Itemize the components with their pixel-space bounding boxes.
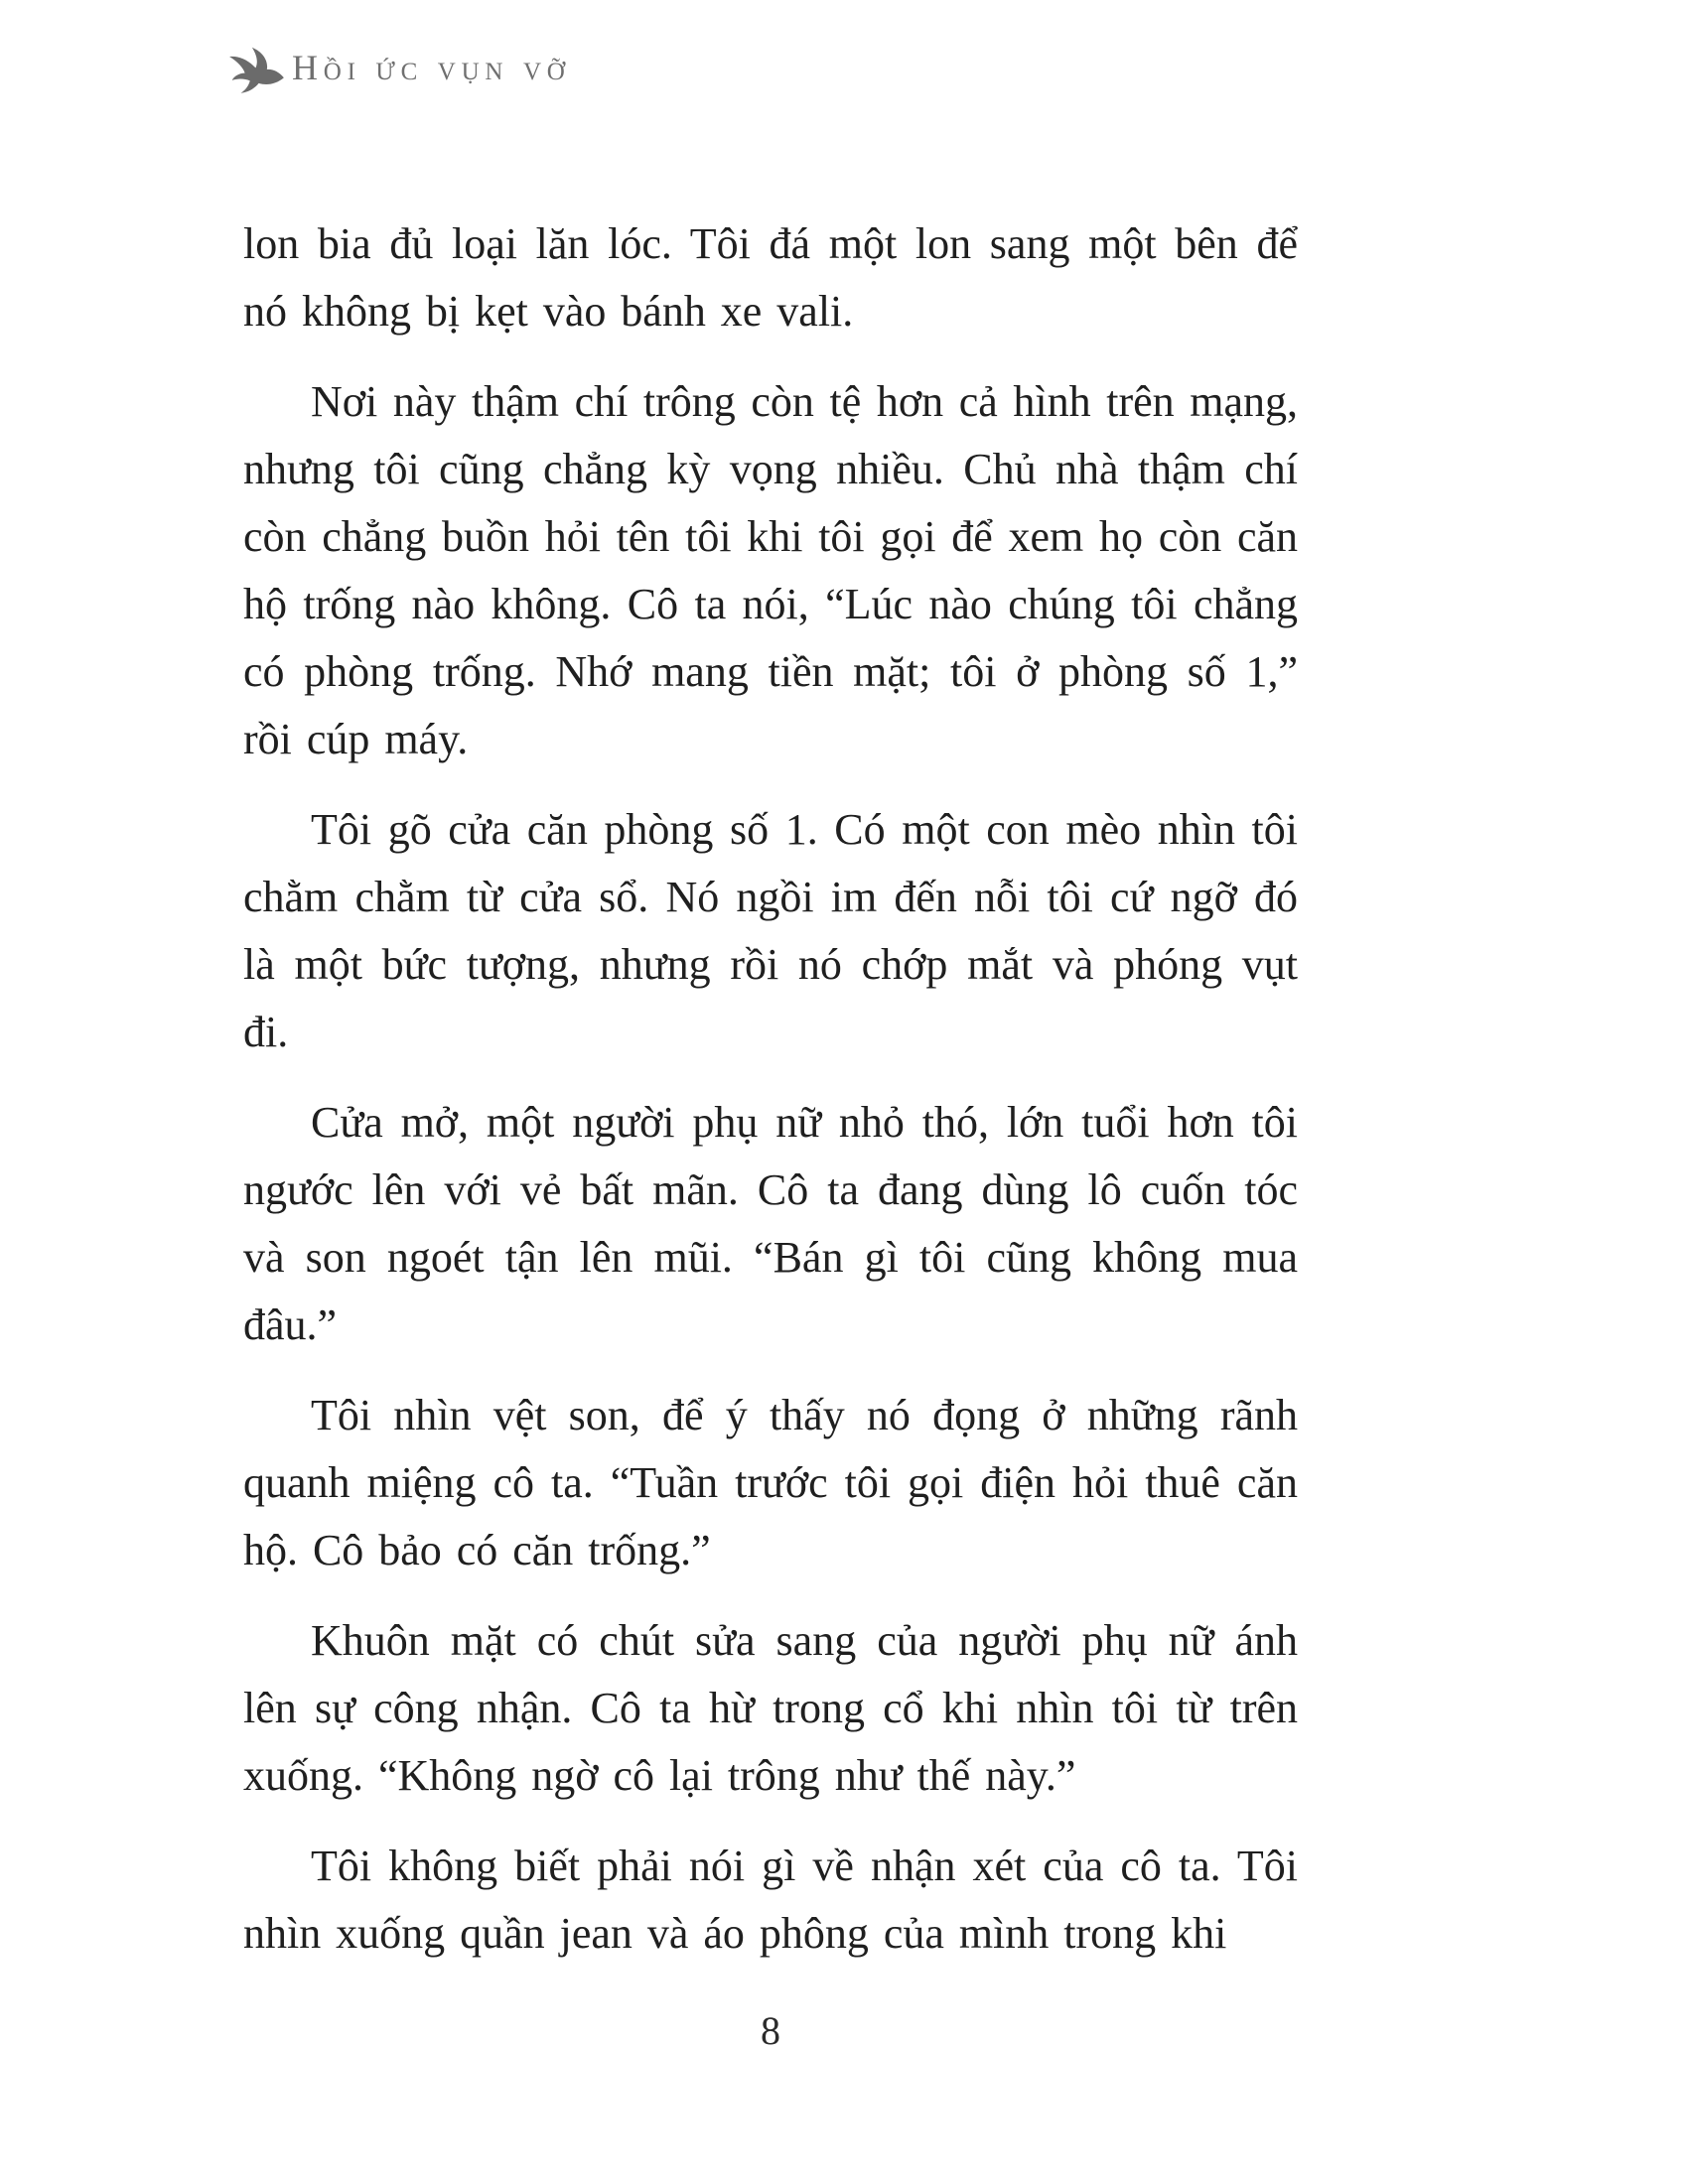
- paragraph: Tôi không biết phải nói gì về nhận xét của cô ta. Tôi nhìn xuống quần jean và áo phông của mình trong khi: [243, 1842, 1298, 1958]
- paragraph: Cửa mở, một người phụ nữ nhỏ thó, lớn tuổi hơn tôi ngước lên với vẻ bất mãn. Cô ta đang dùng lô cuốn tóc và son ngoét tận lên mũi. “Bán gì tôi cũng không mua đâu.”: [243, 1098, 1298, 1349]
- page-number: 8: [761, 2008, 780, 2053]
- paragraph: lon bia đủ loại lăn lóc. Tôi đá một lon sang một bên để nó không bị kẹt vào bánh xe vali.: [243, 219, 1298, 336]
- running-header: [226, 42, 571, 93]
- paragraph: Tôi gõ cửa căn phòng số 1. Có một con mèo nhìn tôi chằm chằm từ cửa sổ. Nó ngồi im đến nỗi tôi cứ ngỡ đó là một bức tượng, nhưng rồi nó chớp mắt và phóng vụt đi.: [243, 805, 1298, 1056]
- paragraph: Khuôn mặt có chút sửa sang của người phụ nữ ánh lên sự công nhận. Cô ta hừ trong cổ khi nhìn tôi từ trên xuống. “Không ngờ cô lại trông như thế này.”: [243, 1616, 1298, 1800]
- paragraph: Tôi nhìn vệt son, để ý thấy nó đọng ở những rãnh quanh miệng cô ta. “Tuần trước tôi gọi điện hỏi thuê căn hộ. Cô bảo có căn trống.”: [243, 1391, 1298, 1574]
- bird-icon: [226, 42, 288, 99]
- paragraph: Nơi này thậm chí trông còn tệ hơn cả hình trên mạng, nhưng tôi cũng chẳng kỳ vọng nhiều. Chủ nhà thậm chí còn chẳng buồn hỏi tên tôi khi tôi gọi để xem họ còn căn hộ trống nào không. Cô ta nói, “Lúc nào chúng tôi chẳng có phòng trống. Nhớ mang tiền mặt; tôi ở phòng số 1,” rồi cúp máy.: [243, 377, 1298, 763]
- body-text: [243, 210, 1298, 1968]
- running-header-title: Hồi ức vụn vỡ: [292, 48, 571, 87]
